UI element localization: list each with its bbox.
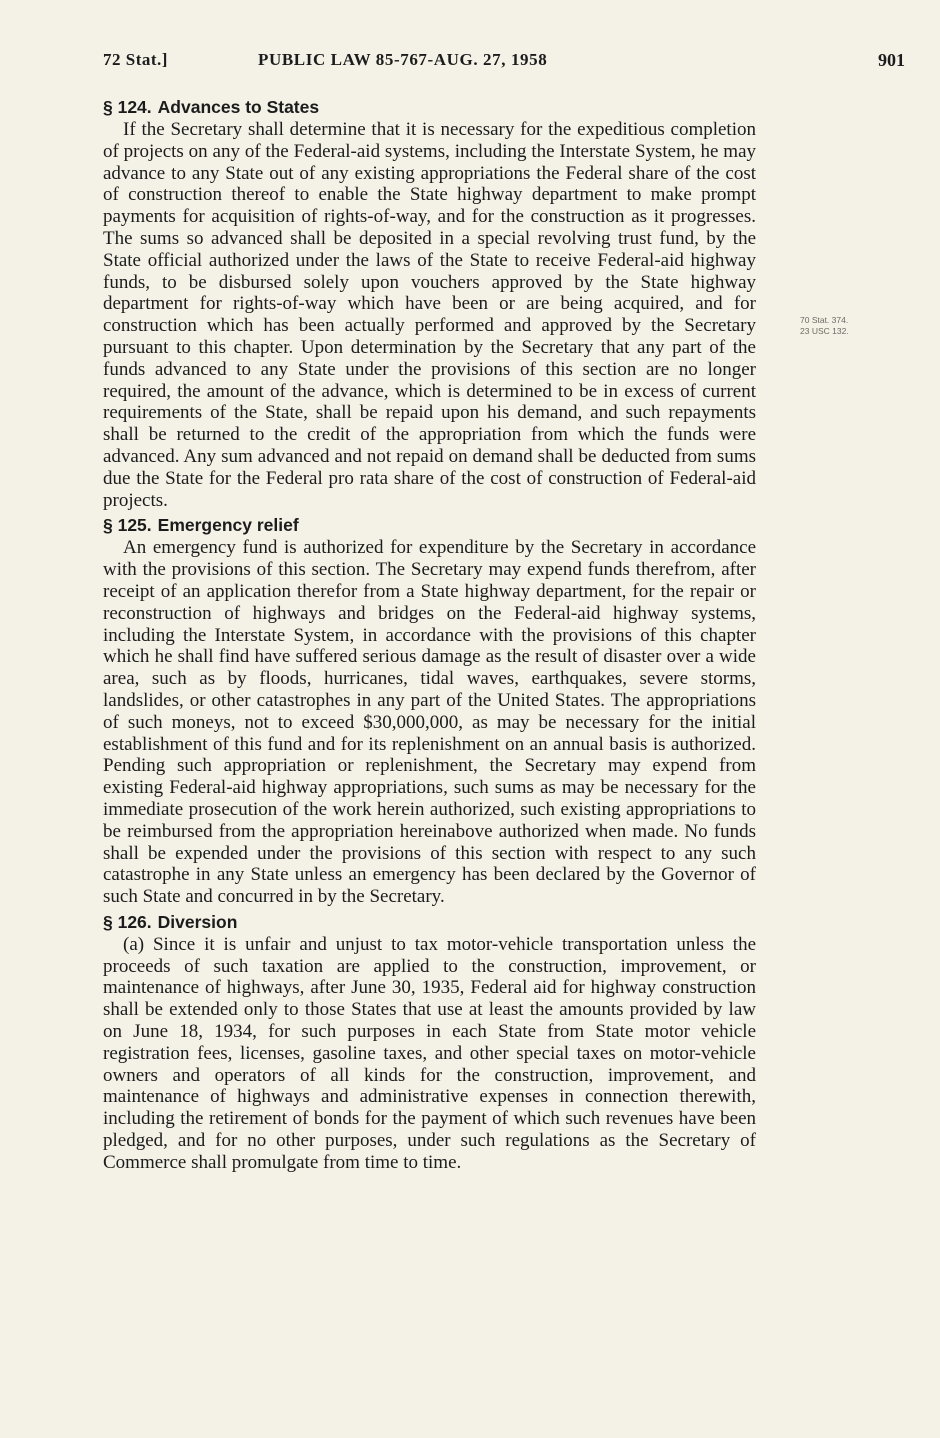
margin-citation xyxy=(800,315,870,337)
section-number: § 125. xyxy=(103,515,152,536)
margin-citation-line: 23 USC 132. xyxy=(800,326,849,336)
section-number: § 124. xyxy=(103,97,152,117)
body-text xyxy=(103,95,756,1176)
section-paragraph: If the Secretary shall determine that it is necessary for the expeditious completion of projects on any of the Federal-aid systems, including the Interstate System, he may advance to any State out of any existing appropriations the Federal share of the cost of construction thereof to enable the State highway department to make prompt payments for acquisition of rights-of-way, and for the construction as it progresses. The sums so advanced shall be deposited in a special revolving trust fund, by the State official authorized under the laws of the State to receive Federal-aid highway funds, to be disbursed solely upon vouchers approved by the State highway department for rights-of-way which have been or are being acquired, and for construction which has been actually performed and approved by the Secretary pursuant to this chapter. Upon determination by the Secretary that any part of the funds advanced to any State under the provisions of this section are no longer required, the amount of the advance, which is determined to be in excess of current requirements of the State, shall be repaid upon his demand, and such repayments shall be returned to the credit of the appropriation from which the funds were advanced. Any sum advanced and not repaid on demand shall be deducted from sums due the State for the Federal pro rata share of the cost of construction of Federal-aid projects. xyxy=(103,119,756,511)
section-125 xyxy=(103,513,756,908)
volume-citation: 72 Stat.] xyxy=(103,50,168,69)
law-title: PUBLIC LAW 85-767-AUG. 27, 1958 xyxy=(258,50,548,69)
section-heading xyxy=(103,95,756,119)
section-paragraph: An emergency fund is authorized for expenditure by the Secretary in accordance with the provisions of this section. The Secretary may expend funds therefrom, after receipt of an application therefor from a State highway department, for the repair or reconstruction of highways and bridges on the Federal-aid highway systems, including the Interstate System, in accordance with the provisions of this chapter which he shall find have suffered serious damage as the result of disaster over a wide area, such as by floods, hurricanes, tidal waves, earthquakes, severe storms, landslides, or other catastrophes in any part of the United States. The appropriations of such moneys, not to exceed $30,000,000, as may be necessary for the initial establishment of this fund and for its replenishment on an annual basis is authorized. Pending such appropriation or replenishment, the Secretary may expend from existing Federal-aid highway appropriations, such sums as may be necessary for the immediate prosecution of the work herein authorized, such existing appropriations to be reimbursed from the appropriation hereinabove authorized when made. No funds shall be expended under the provisions of this section with respect to any such catastrophe in any State unless an emergency has been declared by the Governor of such State and concurred in by the Secretary. xyxy=(103,537,756,908)
margin-citation-line: 70 Stat. 374. xyxy=(800,315,849,325)
section-title: Advances to States xyxy=(157,97,320,117)
section-title: Diversion xyxy=(157,911,238,932)
section-number: § 126. xyxy=(103,911,152,932)
section-124 xyxy=(103,95,756,511)
section-title: Emergency relief xyxy=(157,515,299,536)
section-126 xyxy=(103,910,756,1174)
section-paragraph: (a) Since it is unfair and unjust to tax motor-vehicle transportation unless the proceeds of such taxation are applied to the construction, improvement, or maintenance of highways, after June 30, 1935, Federal aid for highway construction shall be extended only to those States that use at least the amounts provided by law on June 18, 1934, for such purposes in each State from State motor vehicle registration fees, licenses, gasoline taxes, and other special taxes on motor-vehicle owners and operators of all kinds for the construction, improvement, and maintenance of highways and administrative expenses in connection therewith, including the retirement of bonds for the payment of which such revenues have been pledged, and for no other purposes, under such regulations as the Secretary of Commerce shall promulgate from time to time. xyxy=(103,933,756,1173)
section-heading xyxy=(103,910,756,934)
page-number: 901 xyxy=(878,50,905,70)
running-header xyxy=(103,50,905,74)
section-heading xyxy=(103,513,756,537)
